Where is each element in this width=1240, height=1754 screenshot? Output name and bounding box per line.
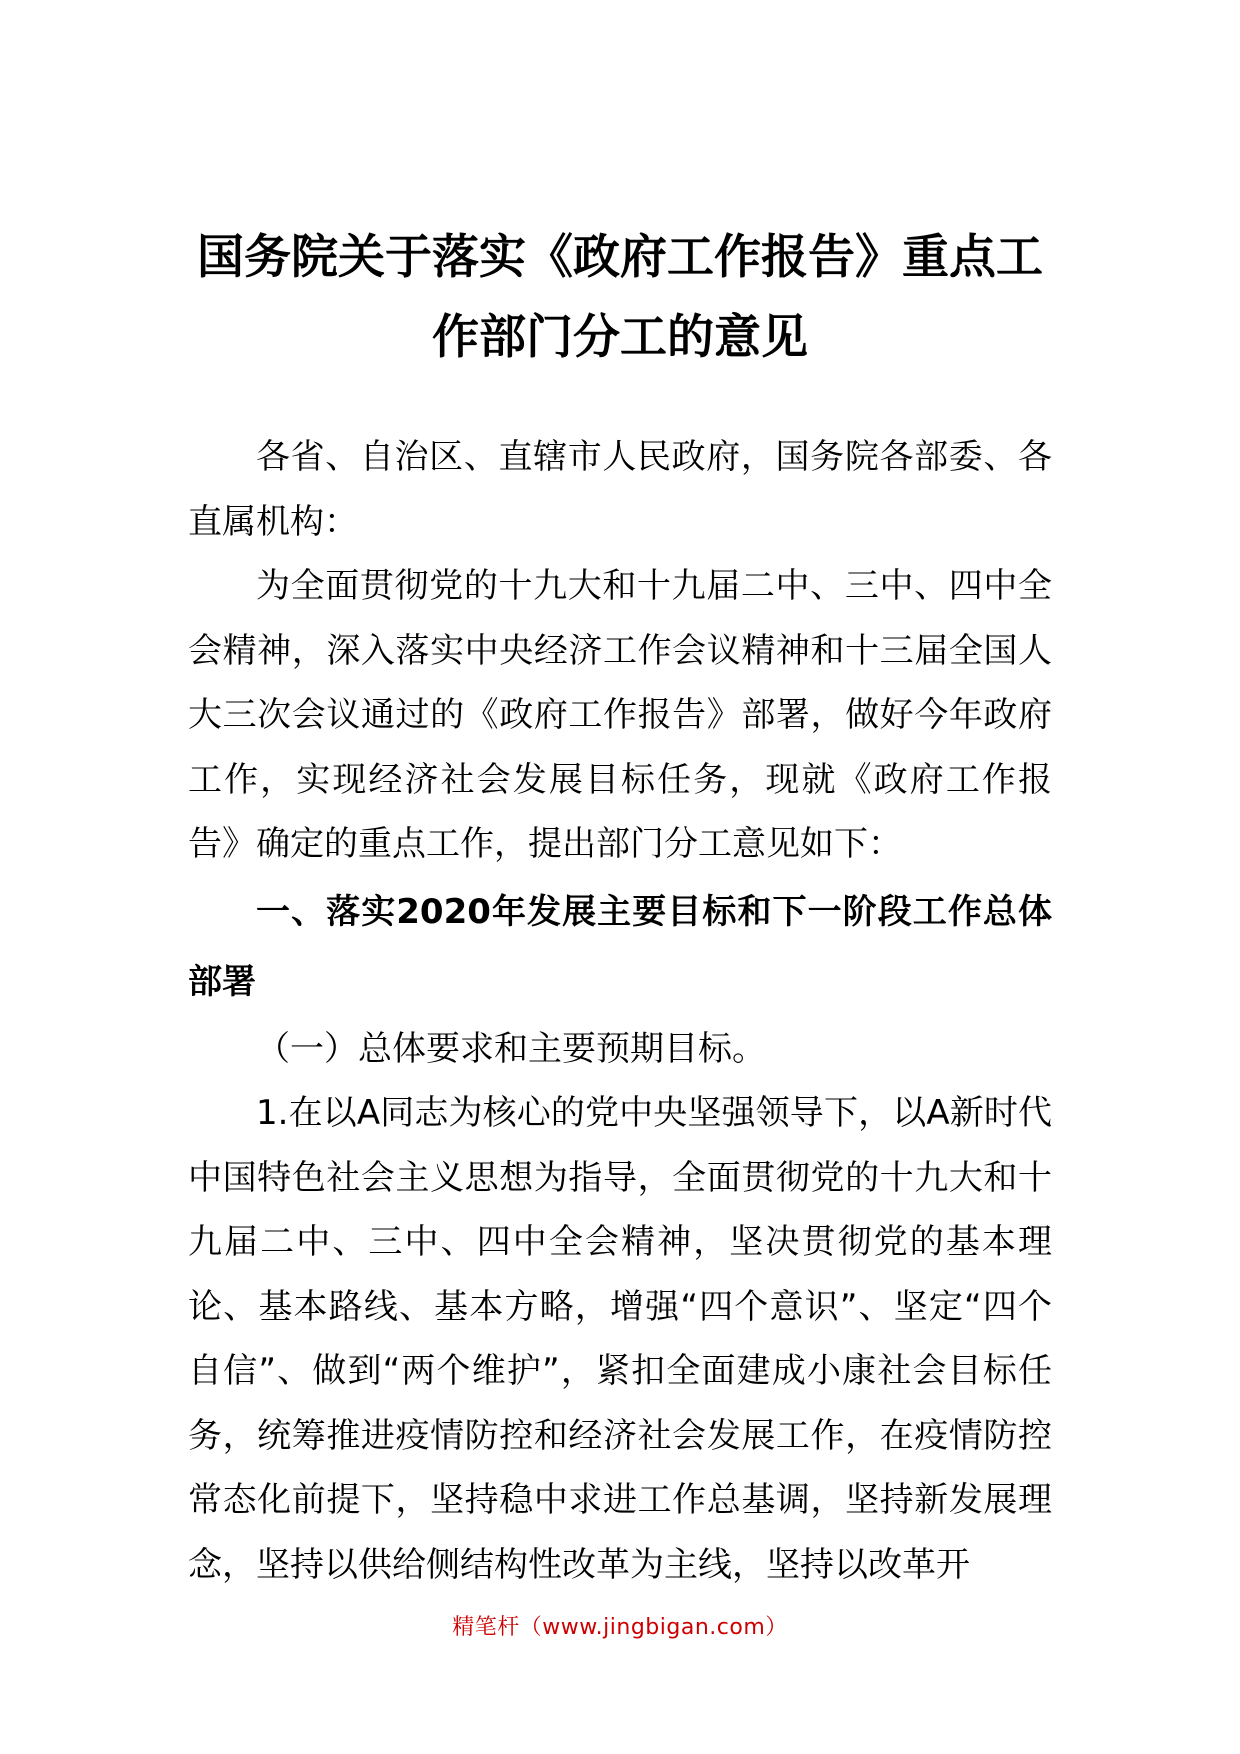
item-paragraph: 1.在以A同志为核心的党中央坚强领导下，以A新时代中国特色社会主义思想为指导，全面贯彻党的十九大和十九届二中、三中、四中全会精神，坚决贯彻党的基本理论、基本路线、基本方略，增强“四个意识”、坚定“四个自信”、做到“两个维护”，紧扣全面建成小康社会目标任务，统筹推进疫情防控和经济社会发展工作，在疫情防控常态化前提下，坚持稳中求进工作总基调，坚持新发展理念，坚持以供给侧结构性改革为主线，坚持以改革开	[188, 1093, 1052, 1585]
footer-watermark: 精笔杆（www.jingbigan.com）	[452, 1615, 788, 1640]
section-heading: 一、落实2020年发展主要目标和下一阶段工作总体部署	[188, 891, 1052, 1002]
document-body	[188, 425, 1052, 1597]
title-line-1: 国务院关于落实《政府工作报告》重点工	[197, 230, 1043, 285]
title-line-2: 作部门分工的意见	[432, 310, 808, 365]
intro-paragraph: 为全面贯彻党的十九大和十九届二中、三中、四中全会精神，深入落实中央经济工作会议精神和十三届全国人大三次会议通过的《政府工作报告》部署，做好今年政府工作，实现经济社会发展目标任务，现就《政府工作报告》确定的重点工作，提出部门分工意见如下：	[188, 566, 1052, 864]
salutation-paragraph: 各省、自治区、直辖市人民政府，国务院各部委、各直属机构：	[188, 437, 1052, 542]
subsection-heading: （一）总体要求和主要预期目标。	[256, 1028, 766, 1069]
document-title	[120, 218, 1120, 378]
